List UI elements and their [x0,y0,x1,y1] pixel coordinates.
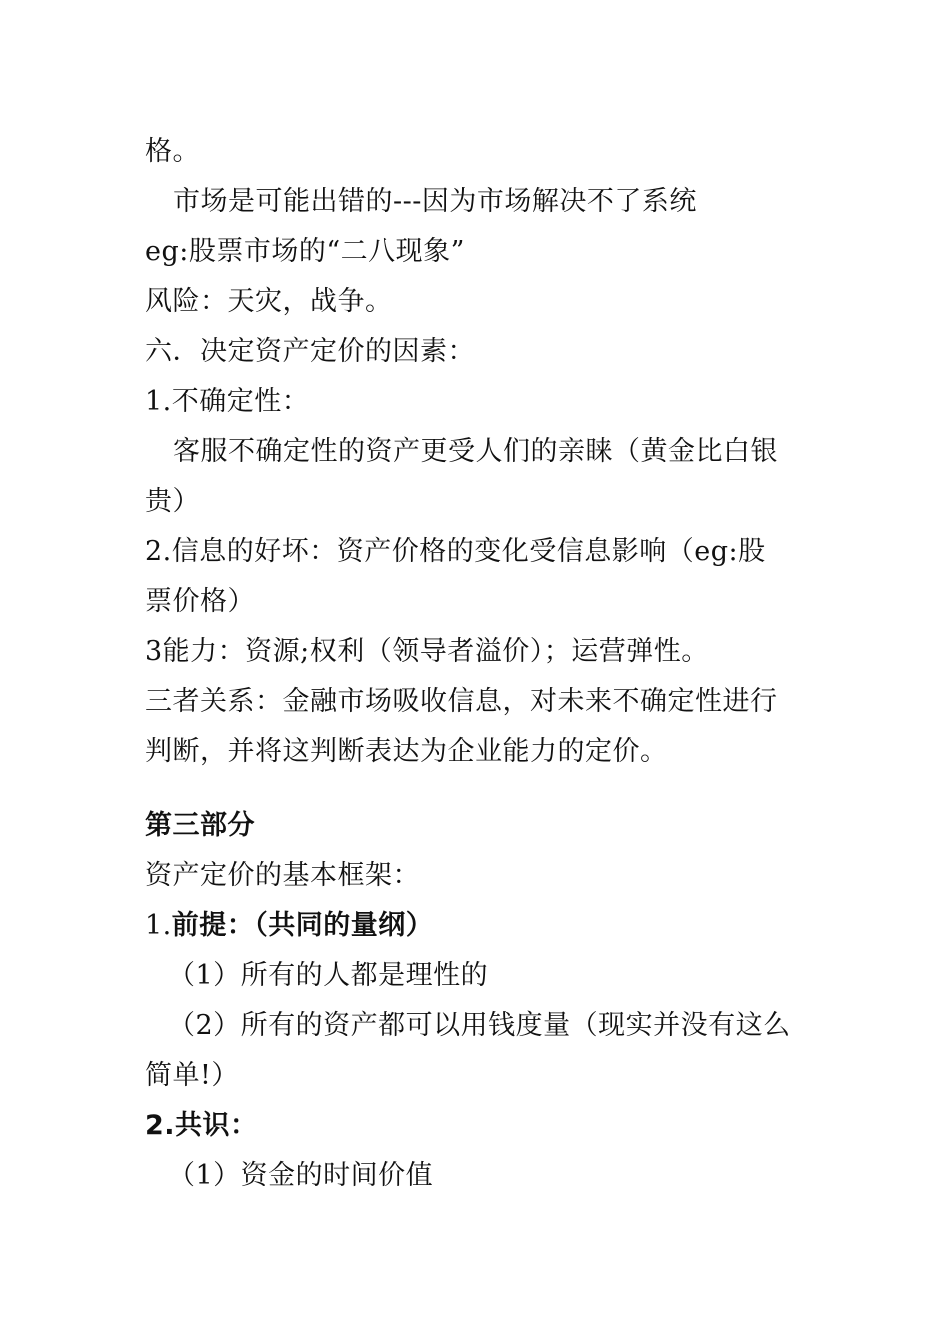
text-line: 简单!） [145,1060,239,1091]
text-line: eg:股票市场的“二八现象” [145,236,465,267]
text-line: 资产定价的基本框架： [145,860,420,891]
text-line: 客服不确定性的资产更受人们的亲睐（黄金比白银 [173,436,778,467]
list-item: （2）所有的资产都可以用钱度量（现实并没有这么 [168,1010,791,1041]
text-line: 三者关系：金融市场吸收信息，对未来不确定性进行 [145,686,778,717]
text-line: 判断，并将这判断表达为企业能力的定价。 [145,736,668,767]
bold-heading: 2.共识： [145,1110,258,1141]
text-line: 2.信息的好坏：资产价格的变化受信息影响（eg:股 [145,536,766,567]
section-heading: 六．决定资产定价的因素： [145,336,475,367]
text-line: 格。 [145,136,200,167]
list-item: （1）资金的时间价值 [168,1160,434,1191]
list-item: （1）所有的人都是理性的 [168,960,489,991]
text-line: 票价格） [145,586,255,617]
text-line: 风险：天灾，战争。 [145,286,393,317]
text-line [145,908,825,944]
text-line: 贵） [145,486,200,517]
text-line: 1.不确定性： [145,386,310,417]
part-heading: 第三部分 [145,810,255,841]
text-line: 市场是可能出错的---因为市场解决不了系统 [173,186,697,217]
bold-heading: 前提：（共同的量纲） [171,910,434,941]
list-number: 1. [145,910,172,941]
text-line: 3能力：资源;权利（领导者溢价）；运营弹性。 [145,636,709,667]
